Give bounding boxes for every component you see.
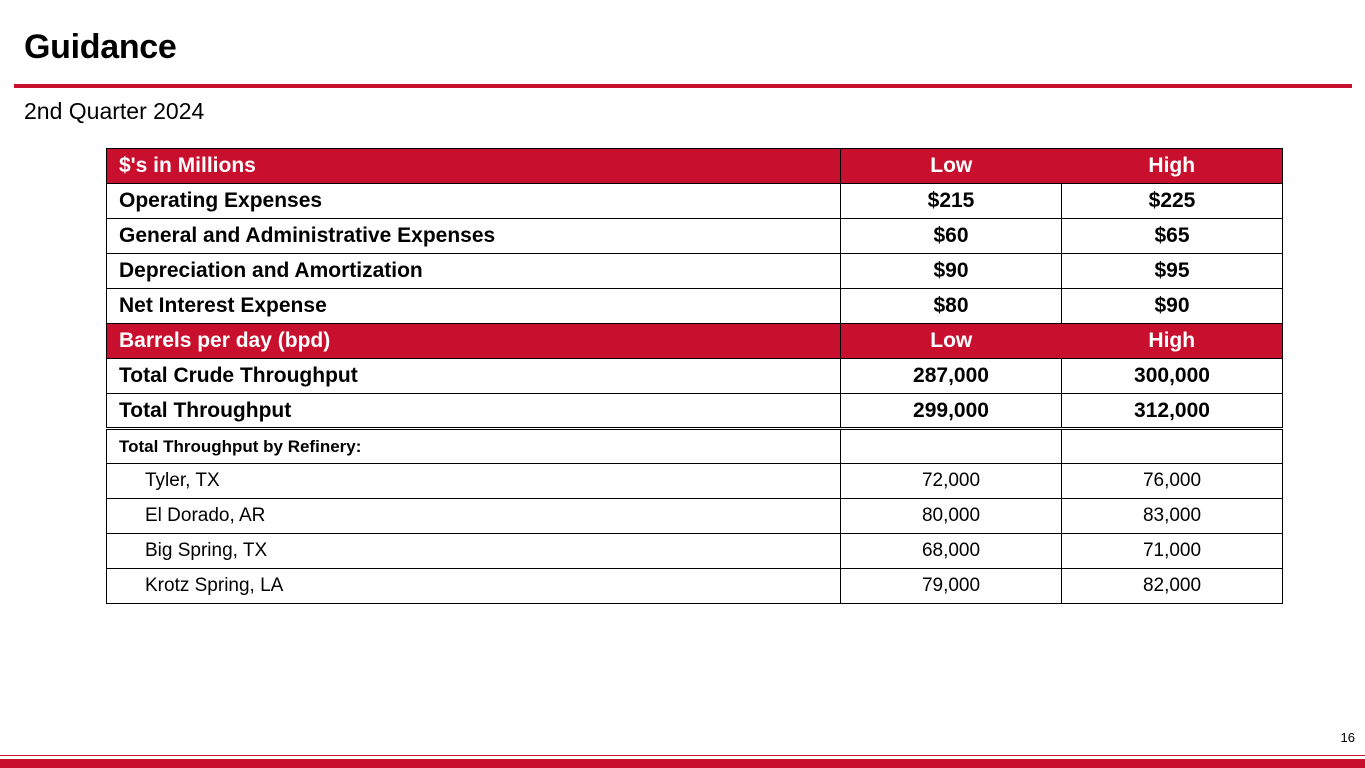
column-header-label: $'s in Millions bbox=[107, 149, 841, 184]
row-low-value: $80 bbox=[841, 289, 1062, 324]
row-high-value: $95 bbox=[1062, 254, 1283, 289]
financial-header-row bbox=[107, 149, 1283, 184]
column-header-high: High bbox=[1062, 149, 1283, 184]
table-row bbox=[107, 359, 1283, 394]
table-row bbox=[107, 394, 1283, 429]
refinery-high-value: 82,000 bbox=[1062, 569, 1283, 604]
row-label: Total Throughput bbox=[107, 394, 841, 429]
table-row bbox=[107, 289, 1283, 324]
refinery-row bbox=[107, 499, 1283, 534]
refinery-low-value: 72,000 bbox=[841, 464, 1062, 499]
footer-divider bbox=[0, 755, 1365, 756]
column-header-high: High bbox=[1062, 324, 1283, 359]
row-high-value: 312,000 bbox=[1062, 394, 1283, 429]
refinery-low-value: 68,000 bbox=[841, 534, 1062, 569]
refinery-name: El Dorado, AR bbox=[107, 499, 841, 534]
row-low-value: $215 bbox=[841, 184, 1062, 219]
row-label: Depreciation and Amortization bbox=[107, 254, 841, 289]
row-low-value: 287,000 bbox=[841, 359, 1062, 394]
refinery-name: Tyler, TX bbox=[107, 464, 841, 499]
row-label: General and Administrative Expenses bbox=[107, 219, 841, 254]
refinery-high-value: 76,000 bbox=[1062, 464, 1283, 499]
row-low-value: $60 bbox=[841, 219, 1062, 254]
column-header-low: Low bbox=[841, 149, 1062, 184]
refinery-subheader-label: Total Throughput by Refinery: bbox=[107, 429, 841, 464]
column-header-label: Barrels per day (bpd) bbox=[107, 324, 841, 359]
row-low-value: 299,000 bbox=[841, 394, 1062, 429]
row-high-value: $65 bbox=[1062, 219, 1283, 254]
throughput-header-row bbox=[107, 324, 1283, 359]
empty-cell bbox=[841, 429, 1062, 464]
title-divider bbox=[14, 84, 1352, 88]
page-number: 16 bbox=[1340, 730, 1355, 745]
refinery-name: Big Spring, TX bbox=[107, 534, 841, 569]
row-label: Operating Expenses bbox=[107, 184, 841, 219]
refinery-low-value: 80,000 bbox=[841, 499, 1062, 534]
refinery-row bbox=[107, 534, 1283, 569]
row-high-value: 300,000 bbox=[1062, 359, 1283, 394]
row-low-value: $90 bbox=[841, 254, 1062, 289]
slide-subtitle: 2nd Quarter 2024 bbox=[24, 98, 205, 124]
refinery-low-value: 79,000 bbox=[841, 569, 1062, 604]
guidance-table bbox=[106, 148, 1283, 604]
table-row bbox=[107, 184, 1283, 219]
footer-bar bbox=[0, 759, 1365, 768]
row-high-value: $225 bbox=[1062, 184, 1283, 219]
row-label: Total Crude Throughput bbox=[107, 359, 841, 394]
refinery-high-value: 83,000 bbox=[1062, 499, 1283, 534]
refinery-row bbox=[107, 569, 1283, 604]
column-header-low: Low bbox=[841, 324, 1062, 359]
row-high-value: $90 bbox=[1062, 289, 1283, 324]
refinery-name: Krotz Spring, LA bbox=[107, 569, 841, 604]
refinery-row bbox=[107, 464, 1283, 499]
table-row bbox=[107, 254, 1283, 289]
table-row bbox=[107, 219, 1283, 254]
refinery-subheader-row bbox=[107, 429, 1283, 464]
empty-cell bbox=[1062, 429, 1283, 464]
row-label: Net Interest Expense bbox=[107, 289, 841, 324]
refinery-high-value: 71,000 bbox=[1062, 534, 1283, 569]
slide-title: Guidance bbox=[24, 28, 177, 66]
